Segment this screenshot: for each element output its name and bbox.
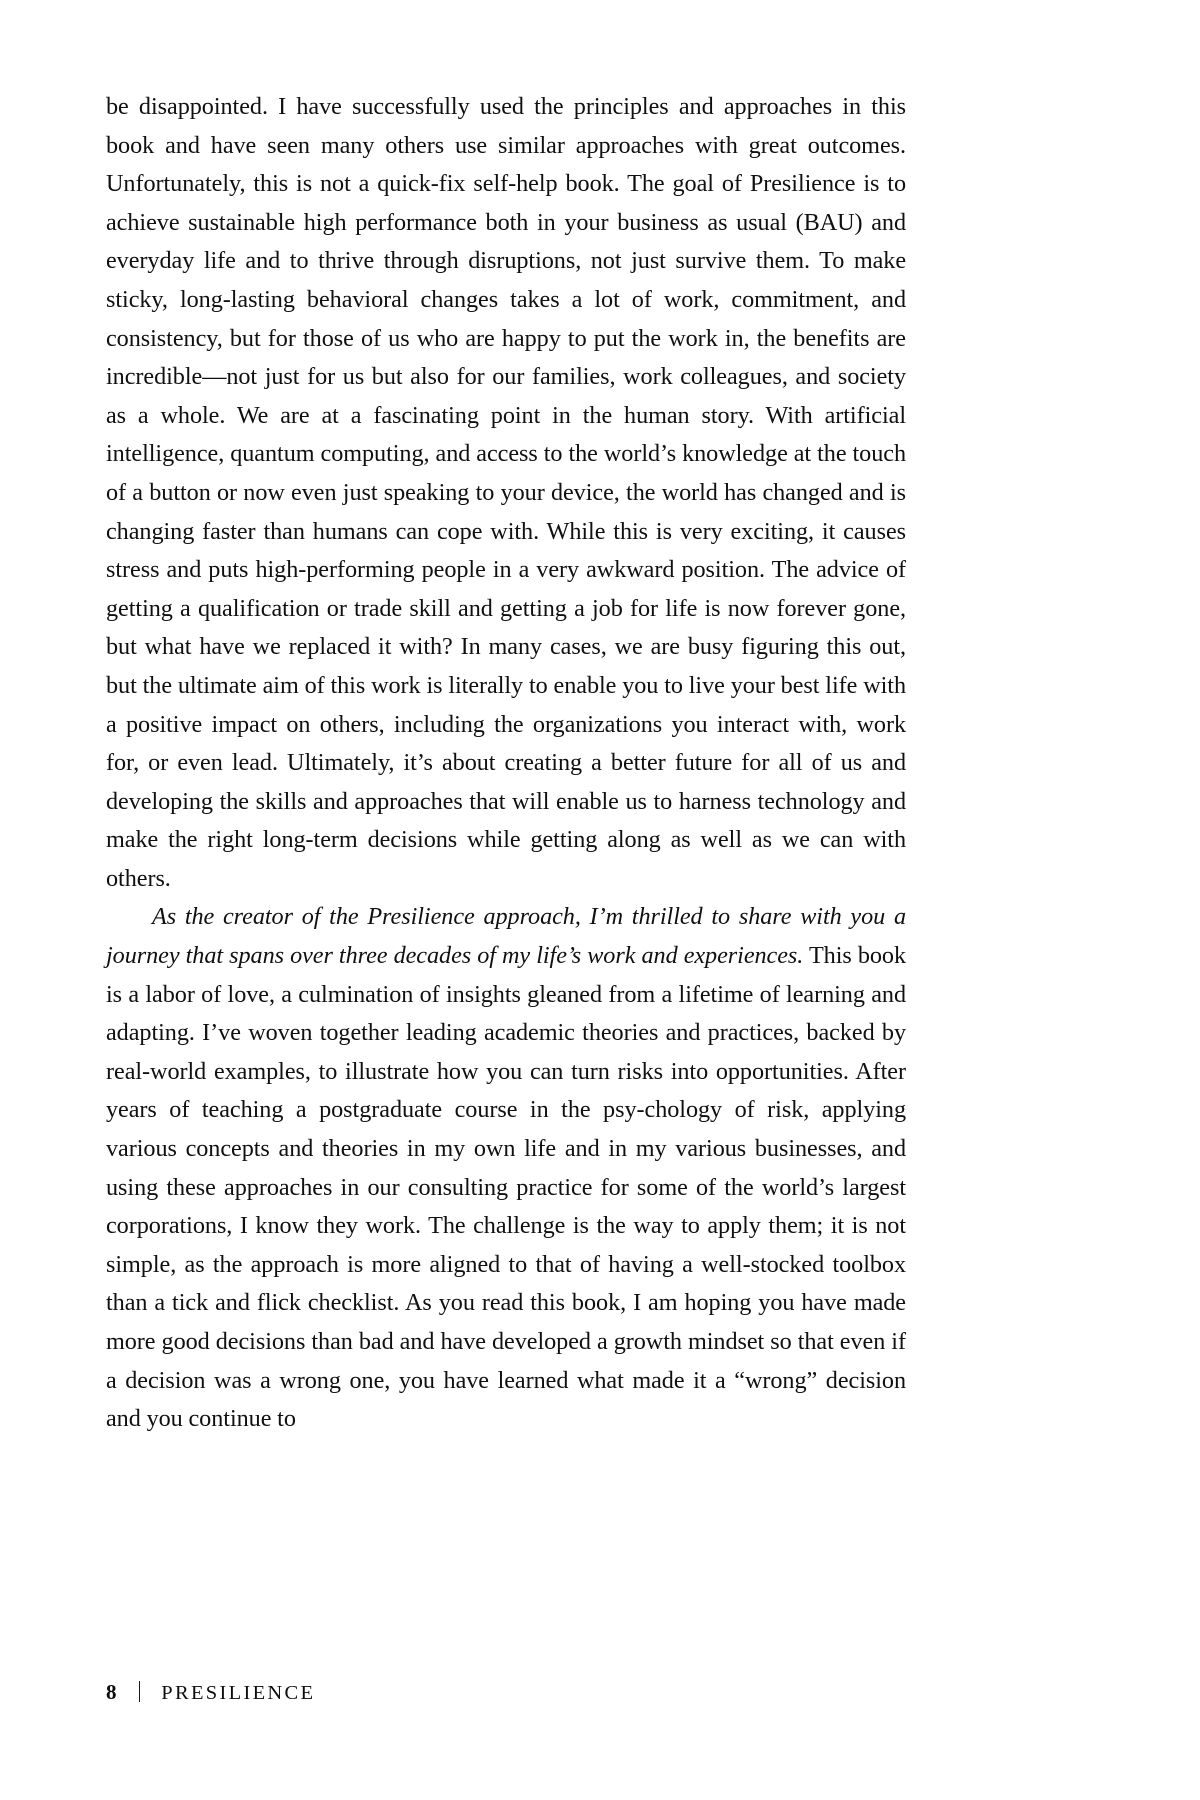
paragraph-creator-rest: This book is a labor of love, a culmination of insights gleaned from a lifetime of learning and adapting. I’ve woven together leading academic theories and practices, backed by real-world examples, to illustrate how you can turn risks into opportunities. After years of teaching a postgraduate course in the psy-chology of risk, applying various concepts and theories in my own life and in my various businesses, and using these approaches in our consulting practice for some of the world’s largest corporations, I know they work. The challenge is the way to apply them; it is not simple, as the approach is more aligned to that of having a well-stocked toolbox than a tick and flick checklist. As you read this book, I am hoping you have made more good decisions than bad and have developed a growth mindset so that even if a decision was a wrong one, you have learned what made it a “wrong” decision and you continue to xyxy=(106,942,907,1433)
paragraph-creator xyxy=(106,898,906,1438)
page-footer xyxy=(106,1678,315,1705)
italic-lead-sentence: As the creator of the Presilience approach, I’m thrilled to share with you a journey that spans over three decades of my life’s work and experiences. xyxy=(106,903,906,970)
page-text-body xyxy=(106,88,906,1439)
footer-divider-icon xyxy=(139,1681,141,1702)
paragraph-continued: be disappointed. I have successfully used the principles and approaches in this book and have seen many others use similar approaches with great outcomes. Unfortunately, this is not a quick-fix self-help book. The goal of Presilience is to achieve sustainable high performance both in your business as usual (BAU) and everyday life and to thrive through disruptions, not just survive them. To make sticky, long-lasting behavioral changes takes a lot of work, commitment, and consistency, but for those of us who are happy to put the work in, the benefits are incredible—not just for us but also for our families, work colleagues, and society as a whole. We are at a fascinating point in the human story. With artificial intelligence, quantum computing, and access to the world’s knowledge at the touch of a button or now even just speaking to your device, the world has changed and is changing faster than humans can cope with. While this is very exciting, it causes stress and puts high-performing people in a very awkward position. The advice of getting a qualification or trade skill and getting a job for life is now forever gone, but what have we replaced it with? In many cases, we are busy figuring this out, but the ultimate aim of this work is literally to enable you to live your best life with a positive impact on others, including the organizations you interact with, work for, or even lead. Ultimately, it’s about creating a better future for all of us and developing the skills and approaches that will enable us to harness technology and make the right long-term decisions while getting along as well as we can with others. xyxy=(106,93,906,892)
page-number: 8 xyxy=(106,1680,117,1704)
running-head-title: PRESILIENCE xyxy=(161,1682,316,1704)
